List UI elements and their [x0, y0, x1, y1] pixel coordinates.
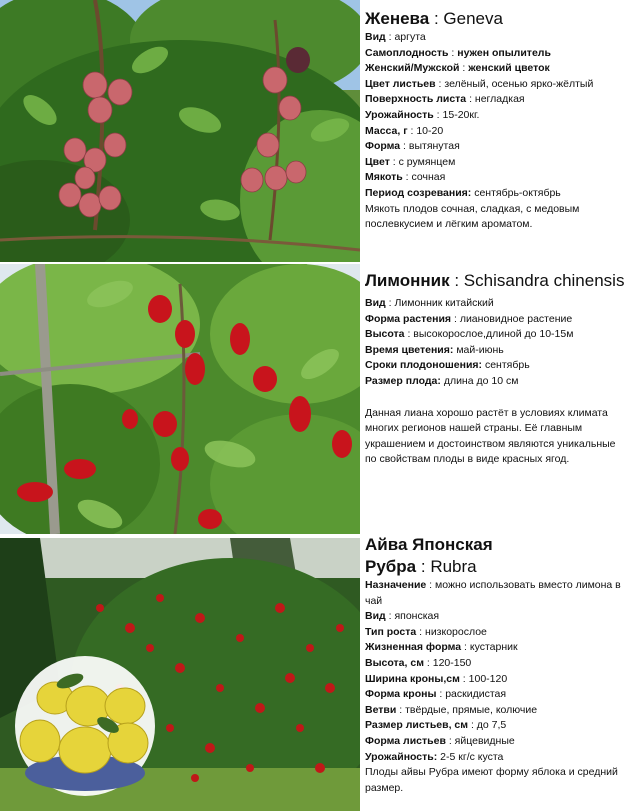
schisandra-title-ru: Лимонник [365, 271, 450, 290]
field-label: Время цветения: [365, 343, 454, 356]
field-separator: : [407, 328, 414, 341]
quince-description: Плоды айвы Рубра имеют форму яблока и средний размер. [365, 766, 618, 794]
field-label: Размер плода: [365, 374, 441, 387]
field-separator: : [402, 171, 412, 184]
quince-fields [365, 578, 625, 765]
field-row [365, 108, 625, 124]
field-separator: : [426, 579, 436, 591]
field-row [365, 30, 625, 46]
field-label: Ветви [365, 703, 397, 716]
field-row [365, 327, 625, 343]
field-value: женский цветок [468, 62, 550, 75]
field-label: Сроки плодоношения: [365, 359, 483, 372]
field-value: твёрдые, прямые, колючие [405, 703, 538, 716]
quince-photo [0, 538, 360, 811]
field-row [365, 734, 625, 750]
field-label: Женский/Мужской [365, 62, 460, 75]
field-row [365, 625, 625, 641]
field-separator: : [385, 31, 395, 43]
field-separator: : [423, 656, 433, 669]
quince-title-sep: : [416, 557, 431, 576]
field-separator: : [433, 108, 443, 121]
field-separator: : [385, 610, 395, 623]
field-separator: : [448, 46, 458, 59]
schisandra-title [365, 270, 625, 292]
field-separator: : [396, 703, 406, 716]
field-row [365, 296, 625, 312]
quince-title-line1: Айва Японская [365, 535, 493, 554]
field-label: Вид [365, 297, 386, 309]
quince-bush-image [0, 538, 360, 811]
field-separator: : [435, 77, 445, 90]
field-separator: : [461, 641, 470, 654]
quince-title-line2 [365, 556, 625, 578]
field-value: японская [394, 610, 440, 623]
field-label: Ширина кроны,см [365, 672, 460, 685]
schisandra-description: Данная лиана хорошо растёт в условиях климата многих регионов нашей страны. Её главным украшением и достоинством являются уникальные по свойствам плоды в виде красных ягод. [365, 406, 616, 466]
field-row [365, 343, 625, 359]
quince-info [365, 534, 625, 796]
schisandra-photo [0, 264, 360, 534]
field-value: нужен опылитель [457, 46, 551, 59]
field-separator: : [385, 297, 395, 309]
quince-title-ru: Рубра [365, 557, 417, 576]
field-row [365, 155, 625, 171]
field-row [365, 358, 625, 374]
field-value: сентябрь [484, 359, 530, 372]
geneva-description: Мякоть плодов сочная, сладкая, с медовым послевкусием и лёгким ароматом. [365, 202, 580, 231]
field-row [365, 77, 625, 93]
field-row [365, 718, 625, 734]
field-value: 2-5 кг/с куста [440, 750, 504, 763]
field-value: сентябрь-октябрь [474, 186, 561, 199]
field-label: Высота [365, 328, 408, 341]
field-label: Период созревания: [365, 186, 472, 199]
field-row [365, 578, 625, 609]
schisandra-fields [365, 296, 625, 390]
field-label: Форма [365, 140, 401, 153]
field-value: можно использовать вместо лимона в чай [365, 579, 621, 607]
field-separator: : [436, 688, 446, 701]
field-label: Форма листьев [365, 734, 446, 747]
field-label: Масса, г [365, 124, 408, 137]
field-row [365, 750, 625, 766]
schisandra-title-latin: Schisandra chinensis [463, 271, 625, 290]
geneva-fields [365, 30, 625, 202]
field-separator: : [459, 62, 469, 75]
field-row [365, 640, 625, 656]
field-separator: : [468, 719, 477, 732]
field-value: 120-150 [432, 656, 472, 669]
field-row [365, 186, 625, 202]
field-label: Назначение [365, 579, 427, 591]
field-row [365, 170, 625, 186]
field-value: раскидистая [445, 688, 507, 701]
field-label: Жизненная форма [365, 641, 462, 654]
geneva-photo [0, 0, 360, 262]
field-label: Форма кроны [365, 688, 437, 701]
field-value: 15-20кг. [442, 108, 480, 121]
geneva-title-latin: Geneva [443, 9, 503, 28]
field-label: Урожайность [365, 108, 434, 121]
field-label: Цвет [365, 155, 390, 168]
field-separator: : [400, 140, 409, 153]
field-label: Размер листьев, см [365, 719, 469, 732]
field-separator: : [451, 312, 460, 325]
field-label: Мякоть [365, 171, 403, 184]
field-separator: : [389, 155, 399, 168]
field-row [365, 139, 625, 155]
geneva-title-sep: : [429, 9, 444, 28]
field-label: Вид [365, 31, 386, 43]
field-label: Высота, см [365, 656, 424, 669]
field-value: 100-120 [468, 672, 508, 685]
field-row [365, 609, 625, 625]
field-row [365, 656, 625, 672]
geneva-info [365, 8, 625, 233]
field-separator: : [466, 93, 475, 106]
field-label: Тип роста [365, 625, 417, 638]
field-value: кустарник [469, 641, 518, 654]
field-separator: : [416, 625, 426, 638]
field-label: Поверхность листа [365, 93, 467, 106]
field-row [365, 672, 625, 688]
field-value: лиановидное растение [459, 312, 573, 325]
field-row [365, 703, 625, 719]
field-value: высокорослое,длиной до 10-15м [413, 328, 574, 341]
schisandra-title-sep: : [449, 271, 464, 290]
field-row [365, 46, 625, 62]
field-value: сочная [411, 171, 446, 184]
field-value: яйцевидные [454, 734, 515, 747]
field-row [365, 374, 625, 390]
field-separator: : [445, 734, 455, 747]
field-label: Форма растения [365, 312, 452, 325]
geneva-title-ru: Женева [365, 9, 430, 28]
field-row [365, 312, 625, 328]
kiwi-berries-image [0, 0, 360, 262]
field-separator: : [407, 124, 417, 137]
field-value: вытянутая [408, 140, 460, 153]
field-row [365, 124, 625, 140]
field-row [365, 687, 625, 703]
field-value: Лимонник китайский [394, 297, 494, 309]
field-value: до 7,5 [476, 719, 507, 732]
schisandra-berries-image [0, 264, 360, 534]
field-value: 10-20 [416, 124, 444, 137]
field-value: негладкая [474, 93, 525, 106]
schisandra-info [365, 270, 625, 468]
field-label: Самоплодность [365, 46, 449, 59]
quince-title-latin: Rubra [430, 557, 477, 576]
field-value: с румянцем [398, 155, 456, 168]
field-label: Цвет листьев [365, 77, 436, 90]
field-row [365, 92, 625, 108]
field-value: май-июнь [456, 343, 504, 356]
field-value: аргута [394, 31, 426, 43]
field-label: Урожайность: [365, 750, 438, 763]
field-value: длина до 10 см [443, 374, 519, 387]
geneva-title [365, 8, 625, 30]
field-label: Вид [365, 610, 386, 623]
field-row [365, 61, 625, 77]
field-separator: : [459, 672, 469, 685]
field-value: зелёный, осенью ярко-жёлтый [444, 77, 594, 90]
field-value: низкорослое [425, 625, 487, 638]
